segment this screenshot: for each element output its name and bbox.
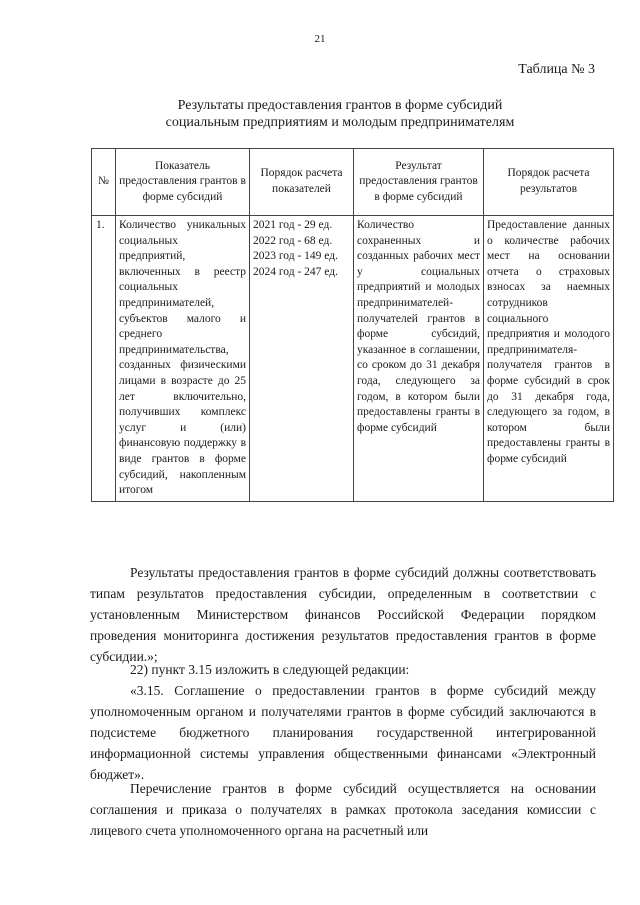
page-number: 21 (314, 33, 326, 45)
paragraph-item-22: 22) пункт 3.15 изложить в следующей редакции: (130, 662, 410, 677)
row-result: Количество сохраненных и созданных рабочих мест у социальных предприятий и молодых предпринимателей-получателей грантов в форме субсидий, указанное в соглашении, со сроком до 31 декабря года, следующего за годом, в котором были предоставлены гранты в форме субсидий (354, 216, 484, 502)
results-table (91, 148, 614, 502)
row-indicator: Количество уникальных социальных предприятий, включенных в реестр социальных предпринимателей, субъектов малого и среднего предпринимательства, созданных физическими лицами в возрасте до 25 лет включительно, получивших комплекс услуг и (или) финансовую поддержку в виде грантов в форме субсидий, накопленным итогом (116, 216, 250, 502)
calc-line-2021: 2021 год - 29 ед. (253, 219, 333, 231)
table-row (92, 216, 614, 502)
header-number: № (92, 149, 116, 216)
calc-line-2023: 2023 год - 149 ед. (253, 250, 338, 263)
row-result-calculation: Предоставление данных о количестве рабочих мест на основании отчета о страховых взносах за наемных сотрудников социального предприятия и молодого предпринимателя-получателя грантов в форме субсидий в срок до 31 декабря года, следующего за годом, в котором были предоставлены гранты в форме субсидий (484, 216, 614, 502)
calc-line-2022: 2022 год - 68 ед. (253, 234, 333, 247)
header-result-calculation: Порядок расчета результатов (484, 149, 614, 216)
table-title-line-1: Результаты предоставления грантов в форме субсидий (177, 98, 503, 113)
row-number: 1. (92, 216, 116, 502)
header-result: Результат предоставления грантов в форме субсидий (354, 149, 484, 216)
paragraph-results-types: Результаты предоставления грантов в форме субсидий должны соответствовать типам результатов предоставления субсидии, определенным в соответствии с установленным Министерством финансов Российской Федерации порядком проведения мониторинга достижения результатов предоставления грантов в форме субсидии.»; (90, 565, 596, 664)
table-title (60, 97, 620, 131)
table-header-row (92, 149, 614, 216)
header-indicator: Показатель предоставления грантов в форме субсидий (116, 149, 250, 216)
table-title-line-2: социальным предприятиям и молодым предпринимателям (165, 115, 515, 130)
table-label: Таблица № 3 (518, 62, 595, 77)
row-calculation (250, 216, 354, 502)
calc-line-2024: 2024 год - 247 ед. (253, 265, 338, 278)
header-calculation: Порядок расчета показателей (250, 149, 354, 216)
paragraph-item-3-15: «3.15. Соглашение о предоставлении грантов в форме субсидий между уполномоченным органом и получателями грантов в форме субсидий заключаются в подсистеме бюджетного планирования государственной интегрированной информационной системы управления общественными финансами «Электронный бюджет». (90, 683, 596, 782)
paragraph-transfer: Перечисление грантов в форме субсидий осуществляется на основании соглашения и приказа о получателях в рамках протокола заседания комиссии с лицевого счета уполномоченного органа на расчетный или (90, 781, 596, 838)
